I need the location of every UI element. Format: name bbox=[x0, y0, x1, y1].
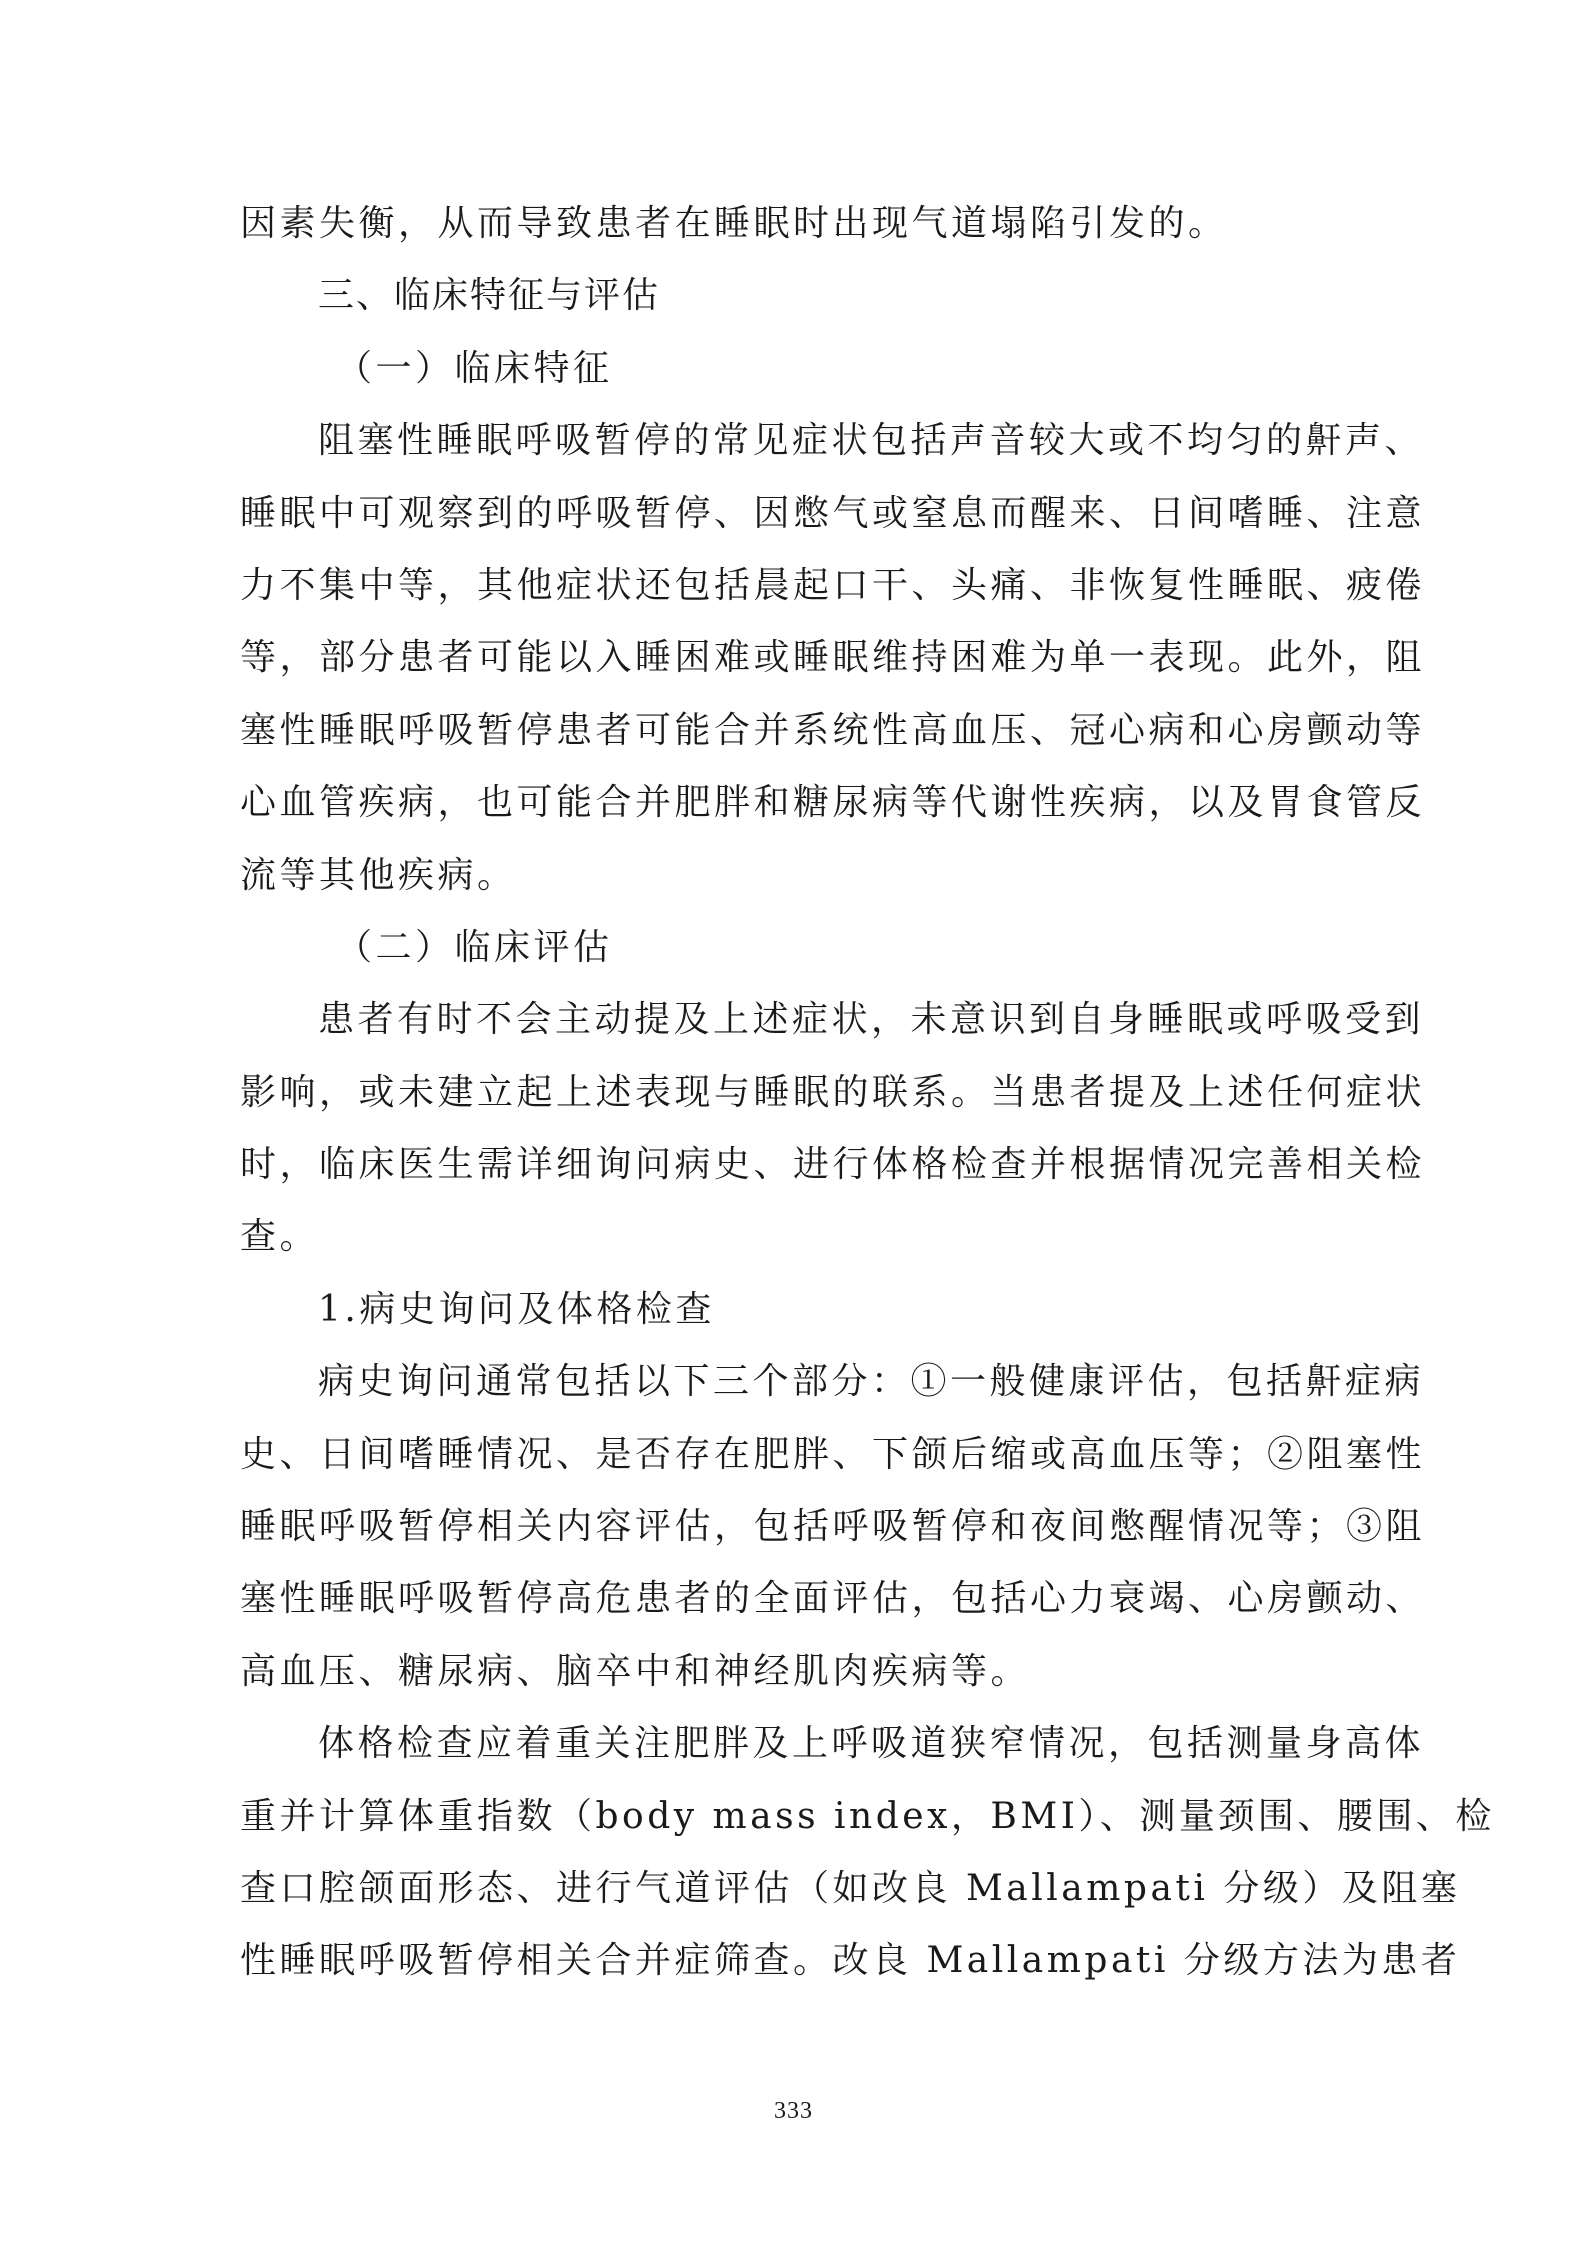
paragraph-line: 影响，或未建立起上述表现与睡眠的联系。当患者提及上述任何症状 bbox=[240, 1071, 1426, 1113]
paragraph-line: 睡眠呼吸暂停相关内容评估，包括呼吸暂停和夜间憋醒情况等；③阻 bbox=[240, 1506, 1426, 1548]
page-body bbox=[240, 188, 1495, 1998]
paragraph-line: 等，部分患者可能以入睡困难或睡眠维持困难为单一表现。此外，阻 bbox=[240, 637, 1426, 679]
numbered-heading-history-exam: 1.病史询问及体格检查 bbox=[318, 1288, 715, 1330]
paragraph-line: 史、日间嗜睡情况、是否存在肥胖、下颌后缩或高血压等；②阻塞性 bbox=[240, 1433, 1426, 1475]
paragraph-line: 睡眠中可观察到的呼吸暂停、因憋气或窒息而醒来、日间嗜睡、注意 bbox=[240, 492, 1426, 534]
paragraph-line: 力不集中等，其他症状还包括晨起口干、头痛、非恢复性睡眠、疲倦 bbox=[240, 564, 1426, 606]
paragraph-line: 塞性睡眠呼吸暂停高危患者的全面评估，包括心力衰竭、心房颤动、 bbox=[240, 1578, 1426, 1620]
paragraph-line: 阻塞性睡眠呼吸暂停的常见症状包括声音较大或不均匀的鼾声、 bbox=[318, 420, 1425, 462]
paragraph-line: 患者有时不会主动提及上述症状，未意识到自身睡眠或呼吸受到 bbox=[318, 999, 1425, 1041]
paragraph-line: 心血管疾病，也可能合并肥胖和糖尿病等代谢性疾病，以及胃食管反 bbox=[240, 782, 1426, 824]
paragraph-line: 重并计算体重指数（body mass index，BMI）、测量颈围、腰围、检 bbox=[240, 1795, 1495, 1837]
paragraph-line: 时，临床医生需详细询问病史、进行体格检查并根据情况完善相关检 bbox=[240, 1144, 1426, 1186]
paragraph-line: 高血压、糖尿病、脑卒中和神经肌肉疾病等。 bbox=[240, 1650, 1031, 1692]
subheading-clinical-features: （一）临床特征 bbox=[336, 347, 613, 389]
paragraph-line: 查口腔颌面形态、进行气道评估（如改良 Mallampati 分级）及阻塞 bbox=[240, 1867, 1461, 1909]
paragraph-line: 病史询问通常包括以下三个部分：①一般健康评估，包括鼾症病 bbox=[318, 1361, 1425, 1403]
paragraph-line: 查。 bbox=[240, 1216, 320, 1258]
subheading-clinical-assessment: （二）临床评估 bbox=[336, 926, 613, 968]
page-number: 333 bbox=[774, 2098, 813, 2124]
paragraph-line: 因素失衡，从而导致患者在睡眠时出现气道塌陷引发的。 bbox=[240, 203, 1228, 244]
section-heading-clinical-features-assessment: 三、临床特征与评估 bbox=[318, 275, 661, 317]
paragraph-line: 性睡眠呼吸暂停相关合并症筛查。改良 Mallampati 分级方法为患者 bbox=[240, 1940, 1461, 1982]
paragraph-line: 流等其他疾病。 bbox=[240, 854, 517, 896]
paragraph-line: 塞性睡眠呼吸暂停患者可能合并系统性高血压、冠心病和心房颤动等 bbox=[240, 709, 1426, 751]
paragraph-line: 体格检查应着重关注肥胖及上呼吸道狭窄情况，包括测量身高体 bbox=[318, 1723, 1425, 1765]
